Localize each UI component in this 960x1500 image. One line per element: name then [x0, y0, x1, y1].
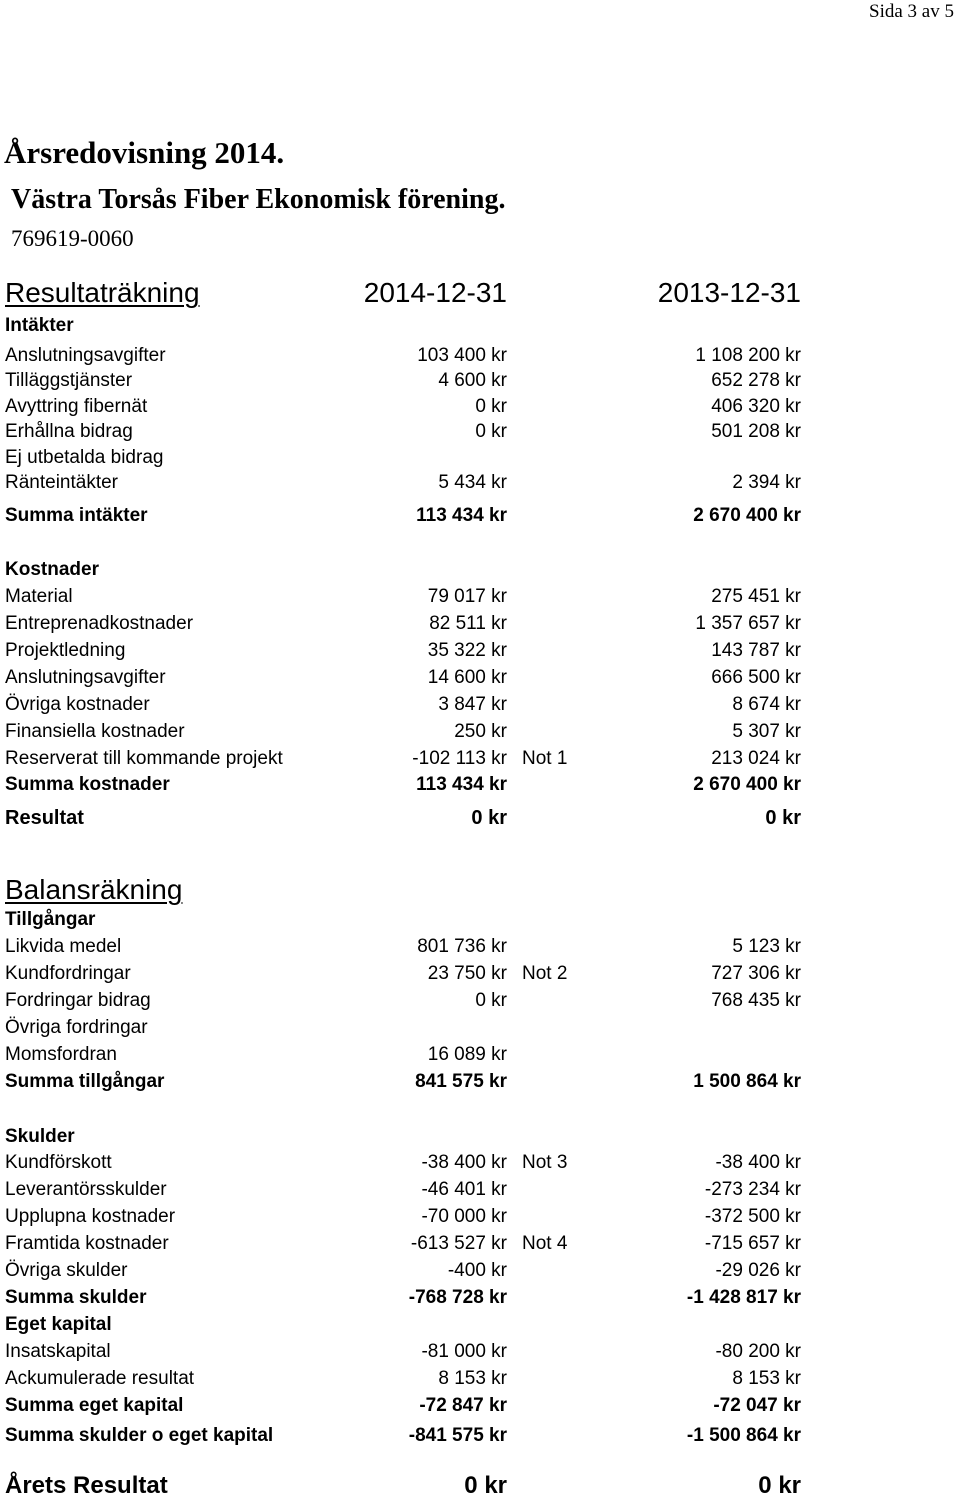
value-2014: 16 089 kr: [427, 1044, 507, 1065]
section-label: Kostnader: [5, 559, 99, 580]
value-2014: 250 kr: [454, 721, 507, 742]
table-row: [0, 370, 960, 394]
row-label: Anslutningsavgifter: [5, 667, 166, 688]
note-reference: Not 4: [522, 1233, 568, 1254]
value-2013: 666 500 kr: [711, 667, 801, 688]
row-label: Reserverat till kommande projekt: [5, 748, 283, 769]
row-label: Summa eget kapital: [5, 1395, 184, 1416]
row-label: Övriga kostnader: [5, 694, 150, 715]
row-label: Material: [5, 586, 73, 607]
value-2014: 801 736 kr: [417, 936, 507, 957]
value-2013: 768 435 kr: [711, 990, 801, 1011]
value-2013: 5 307 kr: [732, 721, 801, 742]
value-2013: 406 320 kr: [711, 395, 801, 417]
liabilities-total-row: [0, 1287, 960, 1311]
table-row: [0, 1206, 960, 1230]
value-2014: -768 728 kr: [408, 1287, 507, 1308]
section-label: Eget kapital: [5, 1314, 112, 1335]
row-label: Erhållna bidrag: [5, 421, 133, 443]
table-row: [0, 1233, 960, 1257]
row-label: Insatskapital: [5, 1341, 111, 1362]
table-row: [0, 990, 960, 1014]
value-2013: 143 787 kr: [711, 640, 801, 661]
row-label: Kundfordringar: [5, 963, 131, 984]
value-2014: 841 575 kr: [415, 1071, 507, 1092]
value-2013: -72 047 kr: [713, 1395, 801, 1416]
value-2014: 113 434 kr: [416, 774, 507, 795]
table-row: [0, 721, 960, 745]
value-2014: 79 017 kr: [427, 586, 507, 607]
table-row: [0, 1260, 960, 1284]
row-label: Tilläggstjänster: [5, 370, 133, 392]
value-2013: 1 108 200 kr: [695, 345, 801, 366]
organization-number: 769619-0060: [11, 226, 134, 251]
income-total-row: [0, 505, 960, 529]
value-2013: -372 500 kr: [704, 1206, 801, 1227]
row-label: Övriga skulder: [5, 1260, 128, 1281]
result-row: [0, 807, 960, 831]
value-2014: 3 847 kr: [438, 694, 507, 715]
table-row: [0, 1341, 960, 1365]
value-2013: -273 234 kr: [704, 1179, 801, 1200]
value-2014: -102 113 kr: [412, 748, 507, 769]
value-2014: 0 kr: [475, 421, 507, 443]
value-2013: 213 024 kr: [711, 748, 801, 769]
table-row: [0, 667, 960, 691]
value-2013: 0 kr: [758, 1472, 801, 1499]
table-row: [0, 472, 960, 496]
value-2013: -1 500 864 kr: [686, 1425, 801, 1446]
row-label: Avyttring fibernät: [5, 395, 148, 417]
table-row: [0, 963, 960, 987]
page-number: Sida 3 av 5: [869, 1, 954, 22]
table-row: [0, 586, 960, 610]
value-2013: 0 kr: [765, 807, 801, 829]
row-label: Ackumulerade resultat: [5, 1368, 195, 1389]
value-2014: -70 000 kr: [421, 1206, 507, 1227]
table-row: [0, 421, 960, 445]
value-2013: 2 670 400 kr: [693, 774, 801, 795]
table-row: [0, 1179, 960, 1203]
value-2014: 23 750 kr: [427, 963, 507, 984]
balance-sheet-heading: Balansräkning: [5, 874, 183, 905]
grand-total-row: [0, 1425, 960, 1449]
column-header-2013: 2013-12-31: [657, 277, 801, 308]
value-2014: 35 322 kr: [427, 640, 507, 661]
row-label: Summa intäkter: [5, 505, 148, 526]
value-2014: 0 kr: [475, 395, 507, 417]
value-2014: 0 kr: [471, 807, 507, 829]
row-label: Ränteintäkter: [5, 472, 119, 493]
row-label: Årets Resultat: [5, 1472, 168, 1499]
value-2013: 8 674 kr: [732, 694, 801, 715]
value-2014: 0 kr: [475, 990, 507, 1011]
row-label: Framtida kostnader: [5, 1233, 169, 1254]
value-2013: 275 451 kr: [711, 586, 801, 607]
row-label: Summa skulder o eget kapital: [5, 1425, 274, 1446]
note-reference: Not 3: [522, 1152, 568, 1173]
row-label: Resultat: [5, 807, 84, 829]
value-2013: 727 306 kr: [711, 963, 801, 984]
row-label: Likvida medel: [5, 936, 122, 957]
table-row: [0, 1044, 960, 1068]
value-2014: -613 527 kr: [410, 1233, 507, 1254]
costs-heading: [0, 559, 960, 583]
row-label: Fordringar bidrag: [5, 990, 151, 1011]
value-2014: 113 434 kr: [416, 505, 507, 526]
row-label: Leverantörsskulder: [5, 1179, 167, 1200]
document-title: Årsredovisning 2014.: [4, 135, 285, 170]
row-label: Anslutningsavgifter: [5, 345, 166, 366]
value-2014: -38 400 kr: [421, 1152, 507, 1173]
value-2013: 1 500 864 kr: [693, 1071, 801, 1092]
row-label: Kundförskott: [5, 1152, 112, 1173]
row-label: Summa skulder: [5, 1287, 147, 1308]
row-label: Projektledning: [5, 640, 126, 661]
table-row: [0, 694, 960, 718]
row-label: Summa tillgångar: [5, 1071, 165, 1092]
row-label: Övriga fordringar: [5, 1017, 148, 1038]
section-label: Tillgångar: [5, 909, 96, 930]
row-label: Finansiella kostnader: [5, 721, 185, 742]
value-2014: 0 kr: [464, 1472, 507, 1499]
value-2013: 5 123 kr: [732, 936, 801, 957]
table-row: [0, 396, 960, 420]
equity-total-row: [0, 1395, 960, 1419]
income-heading: [0, 315, 960, 339]
value-2013: 1 357 657 kr: [695, 613, 801, 634]
row-label: Summa kostnader: [5, 774, 170, 795]
value-2014: 4 600 kr: [438, 370, 507, 392]
row-label: Entreprenadkostnader: [5, 613, 194, 634]
liabilities-heading: [0, 1126, 960, 1150]
table-row: [0, 936, 960, 960]
section-label: Intäkter: [5, 315, 74, 336]
value-2014: -841 575 kr: [408, 1425, 507, 1446]
value-2013: 501 208 kr: [711, 421, 801, 443]
value-2014: 8 153 kr: [438, 1368, 507, 1389]
value-2014: 14 600 kr: [427, 667, 507, 688]
value-2013: 8 153 kr: [732, 1368, 801, 1389]
value-2014: 5 434 kr: [438, 472, 507, 493]
table-row: [0, 640, 960, 664]
assets-total-row: [0, 1071, 960, 1095]
table-row: [0, 1152, 960, 1176]
row-label: Momsfordran: [5, 1044, 117, 1065]
annual-result-row: [0, 1472, 960, 1499]
table-row: [0, 447, 960, 471]
value-2013: -80 200 kr: [715, 1341, 801, 1362]
value-2014: 103 400 kr: [417, 345, 507, 366]
equity-heading: [0, 1314, 960, 1338]
row-label: Ej utbetalda bidrag: [5, 446, 164, 468]
note-reference: Not 1: [522, 748, 568, 769]
value-2014: -72 847 kr: [419, 1395, 507, 1416]
costs-total-row: [0, 774, 960, 798]
income-statement-heading: Resultaträkning: [5, 277, 200, 308]
value-2014: -81 000 kr: [421, 1341, 507, 1362]
table-row: [0, 1017, 960, 1041]
assets-heading: [0, 909, 960, 933]
value-2014: 82 511 kr: [429, 613, 507, 634]
column-header-2014: 2014-12-31: [363, 277, 507, 308]
value-2013: 2 394 kr: [732, 472, 801, 493]
table-row: [0, 748, 960, 772]
value-2013: 2 670 400 kr: [693, 505, 801, 526]
section-label: Skulder: [5, 1126, 75, 1147]
organization-name: Västra Torsås Fiber Ekonomisk förening.: [11, 184, 506, 215]
table-row: [0, 613, 960, 637]
table-row: [0, 1368, 960, 1392]
value-2013: -29 026 kr: [715, 1260, 801, 1281]
row-label: Upplupna kostnader: [5, 1206, 176, 1227]
value-2013: -1 428 817 kr: [686, 1287, 801, 1308]
value-2014: -400 kr: [447, 1260, 507, 1281]
value-2013: -38 400 kr: [715, 1152, 801, 1173]
table-row: [0, 345, 960, 369]
value-2013: -715 657 kr: [704, 1233, 801, 1254]
value-2013: 652 278 kr: [711, 370, 801, 392]
value-2014: -46 401 kr: [421, 1179, 507, 1200]
note-reference: Not 2: [522, 963, 568, 984]
